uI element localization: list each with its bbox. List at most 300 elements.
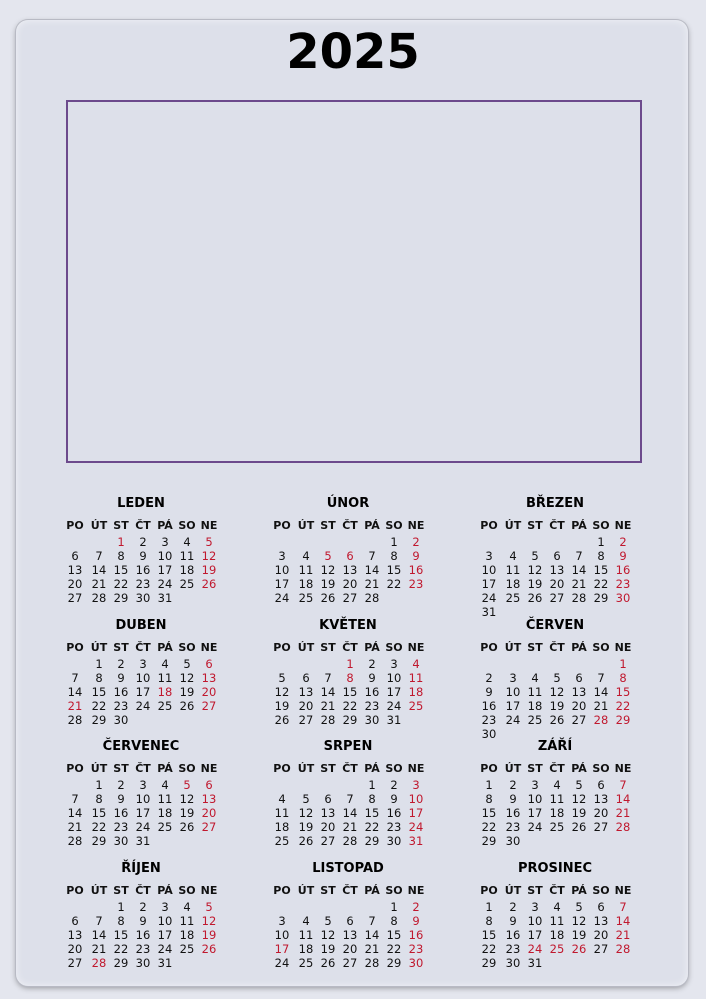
week-row (64, 699, 224, 713)
day-number: 10 (157, 914, 173, 928)
week-row (478, 820, 638, 834)
day-number: 24 (274, 956, 290, 970)
day-number: 31 (157, 956, 173, 970)
weekday-label: ČT (549, 519, 565, 532)
day-number: 22 (91, 699, 107, 713)
day-number: 11 (157, 792, 173, 806)
weekday-label: ČT (549, 641, 565, 654)
day-number: 1 (368, 778, 376, 792)
day-number: 20 (549, 577, 565, 591)
day-number: 20 (67, 942, 83, 956)
day-number: 11 (179, 914, 195, 928)
day-number: 20 (342, 577, 358, 591)
month-name: ČERVEN (525, 618, 585, 633)
day-number: 29 (91, 834, 107, 848)
month-12 (478, 859, 638, 970)
day-number: 5 (278, 671, 286, 685)
day-number: 8 (117, 914, 125, 928)
day-number: 23 (481, 713, 497, 727)
holiday-day: 20 (201, 806, 217, 820)
weekday-label: ST (527, 519, 543, 532)
day-number: 7 (95, 549, 103, 563)
day-number: 26 (179, 699, 195, 713)
holiday-day: 26 (571, 942, 587, 956)
weekday-label: NE (614, 884, 632, 897)
weekday-label: SO (592, 519, 610, 532)
week-row (478, 778, 638, 792)
weekday-label: ÚT (297, 884, 315, 897)
day-number: 14 (67, 806, 83, 820)
month-4 (64, 616, 224, 727)
day-number: 4 (183, 535, 191, 549)
weekday-header (64, 761, 224, 778)
day-number: 12 (320, 928, 336, 942)
day-number: 8 (117, 549, 125, 563)
week-row (271, 820, 431, 834)
weekday-header (478, 883, 638, 900)
day-number: 23 (135, 577, 151, 591)
day-number: 15 (342, 685, 358, 699)
weekday-label: PO (66, 884, 84, 897)
day-number: 9 (117, 792, 125, 806)
day-number: 27 (67, 591, 83, 605)
day-number: 17 (135, 806, 151, 820)
holiday-day: 18 (408, 685, 424, 699)
day-number: 26 (274, 713, 290, 727)
month-name: ČERVENEC (102, 739, 180, 754)
weekday-label: SO (592, 884, 610, 897)
week-row (478, 549, 638, 563)
day-number: 1 (485, 900, 493, 914)
day-number: 30 (113, 834, 129, 848)
weekday-label: ÚT (297, 762, 315, 775)
day-number: 21 (91, 577, 107, 591)
weekday-label: ST (527, 884, 543, 897)
week-row (271, 792, 431, 806)
day-number: 11 (298, 563, 314, 577)
week-row (478, 699, 638, 713)
day-number: 19 (549, 699, 565, 713)
weekday-label: NE (614, 762, 632, 775)
weekday-label: PÁ (157, 884, 173, 897)
day-number: 14 (364, 563, 380, 577)
month-name: LEDEN (117, 496, 165, 511)
holiday-day: 6 (346, 549, 354, 563)
day-number: 15 (593, 563, 609, 577)
months-grid (64, 494, 644, 984)
holiday-day: 5 (205, 900, 213, 914)
day-number: 16 (505, 928, 521, 942)
holiday-day: 4 (412, 657, 420, 671)
week-row (64, 900, 224, 914)
day-number: 2 (485, 671, 493, 685)
holiday-day: 31 (408, 834, 424, 848)
day-number: 14 (593, 685, 609, 699)
day-number: 5 (531, 549, 539, 563)
day-number: 15 (113, 928, 129, 942)
day-number: 10 (505, 685, 521, 699)
weekday-label: SO (385, 641, 403, 654)
week-row (64, 577, 224, 591)
day-number: 10 (135, 671, 151, 685)
week-row (64, 563, 224, 577)
day-number: 13 (67, 563, 83, 577)
month-name: LISTOPAD (312, 861, 384, 876)
week-row (271, 577, 431, 591)
weekday-label: PÁ (364, 519, 380, 532)
day-number: 26 (549, 713, 565, 727)
day-number: 12 (320, 563, 336, 577)
holiday-day: 30 (408, 956, 424, 970)
holiday-day: 6 (205, 778, 213, 792)
holiday-day: 1 (346, 657, 354, 671)
holiday-day: 13 (201, 792, 217, 806)
weekday-label: ÚT (90, 762, 108, 775)
day-number: 19 (320, 942, 336, 956)
holiday-day: 2 (412, 535, 420, 549)
holiday-day: 23 (615, 577, 631, 591)
day-number: 29 (386, 956, 402, 970)
weekday-label: ÚT (297, 519, 315, 532)
weekday-label: ČT (135, 641, 151, 654)
week-row (64, 671, 224, 685)
month-name: SRPEN (323, 739, 373, 754)
day-number: 3 (390, 657, 398, 671)
holiday-day: 21 (615, 928, 631, 942)
month-name: ŘÍJEN (121, 861, 161, 876)
day-number: 31 (481, 605, 497, 619)
holiday-day: 2 (412, 900, 420, 914)
day-number: 22 (481, 942, 497, 956)
day-number: 20 (342, 942, 358, 956)
holiday-day: 7 (619, 900, 627, 914)
day-number: 29 (593, 591, 609, 605)
holiday-day: 24 (527, 942, 543, 956)
day-number: 30 (364, 713, 380, 727)
day-number: 17 (505, 699, 521, 713)
weekday-label: PO (273, 519, 291, 532)
week-row (478, 685, 638, 699)
weekday-label: ÚT (90, 641, 108, 654)
weekday-header (64, 640, 224, 657)
weekday-label: ČT (342, 762, 358, 775)
day-number: 4 (553, 900, 561, 914)
day-number: 17 (386, 685, 402, 699)
day-number: 8 (390, 914, 398, 928)
day-number: 23 (113, 820, 129, 834)
month-11 (271, 859, 431, 970)
day-number: 26 (527, 591, 543, 605)
weekday-label: NE (200, 884, 218, 897)
day-number: 22 (113, 942, 129, 956)
day-number: 10 (527, 914, 543, 928)
day-number: 16 (505, 806, 521, 820)
day-number: 23 (505, 820, 521, 834)
day-number: 7 (95, 914, 103, 928)
month-2 (271, 494, 431, 605)
day-number: 3 (278, 549, 286, 563)
weekday-label: SO (178, 519, 196, 532)
weekday-label: PO (480, 641, 498, 654)
day-number: 4 (302, 549, 310, 563)
week-row (271, 713, 431, 727)
day-number: 25 (157, 699, 173, 713)
weekday-label: PÁ (571, 762, 587, 775)
day-number: 14 (91, 928, 107, 942)
day-number: 18 (274, 820, 290, 834)
day-number: 28 (67, 834, 83, 848)
month-7 (64, 737, 224, 848)
day-number: 28 (91, 591, 107, 605)
week-row (478, 563, 638, 577)
day-number: 19 (298, 820, 314, 834)
day-number: 8 (485, 914, 493, 928)
day-number: 14 (364, 928, 380, 942)
holiday-day: 2 (619, 535, 627, 549)
day-number: 18 (179, 563, 195, 577)
holiday-day: 25 (549, 942, 565, 956)
week-row (271, 685, 431, 699)
calendar-year: 2025 (286, 24, 420, 80)
week-row (64, 778, 224, 792)
day-number: 4 (302, 914, 310, 928)
day-number: 29 (481, 956, 497, 970)
day-number: 22 (364, 820, 380, 834)
weekday-label: NE (614, 519, 632, 532)
holiday-day: 28 (593, 713, 609, 727)
week-row (64, 820, 224, 834)
day-number: 15 (113, 563, 129, 577)
day-number: 15 (386, 563, 402, 577)
day-number: 16 (113, 806, 129, 820)
day-number: 3 (161, 900, 169, 914)
day-number: 16 (364, 685, 380, 699)
week-row (478, 535, 638, 549)
month-name: KVĚTEN (319, 618, 377, 633)
day-number: 29 (91, 713, 107, 727)
holiday-day: 18 (157, 685, 173, 699)
weekday-label: PÁ (157, 641, 173, 654)
day-number: 17 (527, 928, 543, 942)
day-number: 4 (161, 778, 169, 792)
week-row (64, 549, 224, 563)
day-number: 11 (274, 806, 290, 820)
weekday-header (64, 883, 224, 900)
day-number: 4 (183, 900, 191, 914)
day-number: 28 (67, 713, 83, 727)
weekday-header (478, 518, 638, 535)
week-row (478, 577, 638, 591)
day-number: 24 (481, 591, 497, 605)
day-number: 8 (368, 792, 376, 806)
day-number: 25 (527, 713, 543, 727)
day-number: 10 (135, 792, 151, 806)
weekday-label: PO (66, 762, 84, 775)
day-number: 2 (509, 778, 517, 792)
weekday-label: NE (200, 641, 218, 654)
day-number: 14 (342, 806, 358, 820)
day-number: 21 (320, 699, 336, 713)
day-number: 3 (278, 914, 286, 928)
day-number: 26 (298, 834, 314, 848)
day-number: 18 (179, 928, 195, 942)
day-number: 3 (139, 657, 147, 671)
day-number: 20 (593, 806, 609, 820)
week-row (64, 942, 224, 956)
day-number: 25 (505, 591, 521, 605)
day-number: 2 (117, 778, 125, 792)
weekday-label: PÁ (157, 762, 173, 775)
month-name: BŘEZEN (526, 496, 584, 511)
day-number: 8 (95, 792, 103, 806)
day-number: 7 (324, 671, 332, 685)
day-number: 6 (324, 792, 332, 806)
day-number: 1 (390, 535, 398, 549)
month-name: ÚNOR (326, 496, 370, 511)
day-number: 25 (157, 820, 173, 834)
day-number: 22 (91, 820, 107, 834)
day-number: 6 (597, 900, 605, 914)
day-number: 20 (320, 820, 336, 834)
week-row (64, 806, 224, 820)
day-number: 22 (386, 577, 402, 591)
day-number: 12 (179, 792, 195, 806)
day-number: 13 (342, 563, 358, 577)
day-number: 30 (113, 713, 129, 727)
week-row (478, 942, 638, 956)
day-number: 29 (481, 834, 497, 848)
day-number: 13 (549, 563, 565, 577)
day-number: 27 (549, 591, 565, 605)
day-number: 17 (157, 928, 173, 942)
day-number: 10 (274, 563, 290, 577)
weekday-label: SO (178, 641, 196, 654)
day-number: 8 (597, 549, 605, 563)
day-number: 15 (386, 928, 402, 942)
week-row (64, 792, 224, 806)
month-10 (64, 859, 224, 970)
weekday-label: SO (592, 762, 610, 775)
weekday-label: ÚT (504, 884, 522, 897)
month-name: ZÁŘÍ (537, 739, 573, 754)
week-row (478, 900, 638, 914)
weekday-label: NE (407, 641, 425, 654)
day-number: 6 (597, 778, 605, 792)
day-number: 15 (91, 806, 107, 820)
day-number: 6 (71, 549, 79, 563)
holiday-day: 19 (201, 563, 217, 577)
day-number: 19 (527, 577, 543, 591)
week-row (64, 713, 224, 727)
day-number: 24 (274, 591, 290, 605)
holiday-day: 28 (615, 942, 631, 956)
day-number: 28 (571, 591, 587, 605)
weekday-header (271, 883, 431, 900)
weekday-label: NE (614, 641, 632, 654)
weekday-label: PO (66, 641, 84, 654)
day-number: 20 (298, 699, 314, 713)
holiday-day: 6 (205, 657, 213, 671)
day-number: 16 (135, 563, 151, 577)
week-row (271, 806, 431, 820)
day-number: 21 (342, 820, 358, 834)
day-number: 3 (509, 671, 517, 685)
day-number: 13 (298, 685, 314, 699)
holiday-day: 16 (408, 563, 424, 577)
weekday-label: ČT (135, 519, 151, 532)
holiday-day: 23 (408, 577, 424, 591)
weekday-header (478, 640, 638, 657)
day-number: 16 (481, 699, 497, 713)
day-number: 28 (364, 591, 380, 605)
holiday-day: 12 (201, 549, 217, 563)
day-number: 20 (67, 577, 83, 591)
weekday-label: SO (385, 762, 403, 775)
day-number: 25 (298, 591, 314, 605)
holiday-day: 7 (619, 778, 627, 792)
week-row (64, 834, 224, 848)
day-number: 18 (298, 942, 314, 956)
day-number: 20 (593, 928, 609, 942)
day-number: 4 (509, 549, 517, 563)
day-number: 12 (527, 563, 543, 577)
day-number: 31 (135, 834, 151, 848)
week-row (478, 834, 638, 848)
day-number: 29 (342, 713, 358, 727)
day-number: 4 (161, 657, 169, 671)
day-number: 26 (320, 591, 336, 605)
day-number: 15 (91, 685, 107, 699)
day-number: 26 (571, 820, 587, 834)
day-number: 27 (342, 591, 358, 605)
day-number: 8 (95, 671, 103, 685)
day-number: 21 (364, 942, 380, 956)
day-number: 19 (571, 806, 587, 820)
day-number: 22 (593, 577, 609, 591)
weekday-label: PO (273, 762, 291, 775)
holiday-day: 29 (615, 713, 631, 727)
day-number: 15 (481, 806, 497, 820)
day-number: 31 (527, 956, 543, 970)
weekday-header (478, 761, 638, 778)
day-number: 18 (157, 806, 173, 820)
weekday-label: ST (527, 641, 543, 654)
day-number: 1 (485, 778, 493, 792)
weekday-label: ČT (135, 884, 151, 897)
day-number: 9 (390, 792, 398, 806)
weekday-label: ČT (549, 884, 565, 897)
holiday-day: 13 (201, 671, 217, 685)
day-number: 18 (549, 806, 565, 820)
day-number: 27 (298, 713, 314, 727)
week-row (64, 685, 224, 699)
weekday-label: SO (385, 519, 403, 532)
day-number: 23 (505, 942, 521, 956)
day-number: 3 (531, 778, 539, 792)
day-number: 7 (597, 671, 605, 685)
weekday-label: PO (480, 762, 498, 775)
holiday-day: 27 (201, 699, 217, 713)
day-number: 29 (113, 591, 129, 605)
weekday-label: PO (66, 519, 84, 532)
holiday-day: 19 (201, 928, 217, 942)
day-number: 3 (531, 900, 539, 914)
day-number: 8 (390, 549, 398, 563)
weekday-label: ČT (342, 641, 358, 654)
month-6 (478, 616, 638, 741)
day-number: 27 (571, 713, 587, 727)
day-number: 6 (346, 914, 354, 928)
